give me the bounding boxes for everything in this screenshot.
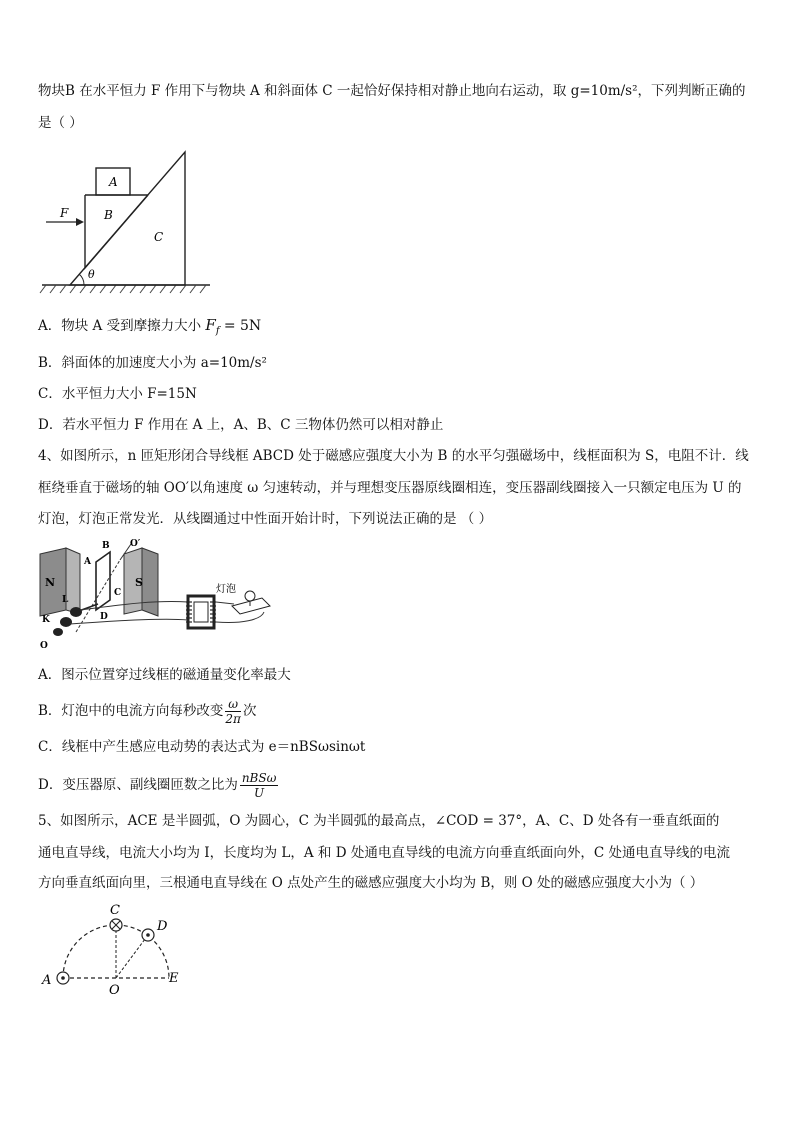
- q5-stem-line3: 方向垂直纸面向里，三根通电直导线在 O 点处产生的磁感应强度大小均为 B，则 O 处的磁感应强度大小为（ ）: [38, 875, 704, 891]
- q4-label-c: C: [114, 588, 122, 598]
- q4-option-b-text: B．灯泡中的电流方向每秒改变: [38, 703, 224, 719]
- q3-stem-line2: 是（ ）: [38, 115, 83, 131]
- q3-label-a: A: [109, 175, 118, 189]
- q4-generator-diagram: [36, 540, 276, 650]
- q4-option-d: [38, 768, 280, 802]
- q4-option-d-fraction: [240, 771, 279, 800]
- q4-label-b: B: [102, 541, 110, 551]
- q5-label-e: E: [169, 971, 179, 986]
- q4-option-b-den: 2π: [225, 712, 241, 726]
- q5-label-a: A: [42, 973, 52, 988]
- q3-option-a-value: = 5N: [223, 318, 262, 334]
- q4-label-k: K: [42, 615, 50, 625]
- q4-option-d-den: U: [254, 786, 265, 800]
- q4-label-a: A: [84, 557, 91, 567]
- q4-stem-line2: 框绕垂直于磁场的轴 OO′以角速度 ω 匀速转动，并与理想变压器原线圈相连，变压器副线圈接入一只额定电压为 U 的: [38, 480, 742, 496]
- q5-semicircle-diagram: [38, 900, 188, 996]
- q3-option-a-text: A．物块 A 受到摩擦力大小: [38, 318, 202, 334]
- q3-label-theta: θ: [88, 268, 95, 281]
- q3-incline-diagram: [40, 150, 210, 300]
- q4-option-b-num: ω: [225, 697, 241, 712]
- q5-stem-line2: 通电直导线，电流大小均为 I，长度均为 L，A 和 D 处通电直导线的电流方向垂直纸面向外，C 处通电直导线的电流: [38, 845, 730, 861]
- q5-label-o: O: [109, 983, 120, 998]
- q4-label-d: D: [100, 612, 108, 622]
- q4-option-b-suffix: 次: [242, 703, 257, 719]
- q4-label-s: S: [135, 576, 143, 589]
- q3-option-a: [38, 316, 261, 341]
- q4-label-oprime: O′: [130, 539, 141, 549]
- q3-option-a-formula: F: [205, 316, 216, 334]
- q3-label-c: C: [154, 230, 164, 244]
- q4-stem-line3: 灯泡，灯泡正常发光．从线圈通过中性面开始计时，下列说法正确的是 （ ）: [38, 511, 493, 527]
- q4-option-a: A．图示位置穿过线框的磁通量变化率最大: [38, 667, 291, 683]
- q3-option-b: B．斜面体的加速度大小为 a=10m/s²: [38, 355, 267, 371]
- q4-option-b-fraction: [225, 697, 241, 726]
- q3-label-f: F: [60, 206, 69, 220]
- q3-option-a-sub: f: [215, 325, 220, 337]
- q4-option-d-num: nBSω: [241, 771, 277, 785]
- q4-label-n: N: [45, 576, 56, 589]
- q4-label-o: O: [40, 641, 48, 651]
- q5-stem-line1: 5、如图所示，ACE 是半圆弧，O 为圆心，C 为半圆弧的最高点，∠COD = 37°，A、C、D 处各有一垂直纸面的: [38, 813, 720, 829]
- q3-option-d: D．若水平恒力 F 作用在 A 上，A、B、C 三物体仍然可以相对静止: [38, 417, 444, 433]
- q3-label-b: B: [104, 208, 113, 222]
- q5-label-d: D: [157, 919, 168, 934]
- q3-stem-line1: 物块B 在水平恒力 F 作用下与物块 A 和斜面体 C 一起恰好保持相对静止地向右运动，取 g=10m/s²，下列判断正确的: [38, 83, 746, 99]
- q4-label-bulb: 灯泡: [216, 584, 236, 595]
- q5-label-c: C: [110, 903, 120, 918]
- q4-option-c: C．线框中产生感应电动势的表达式为 e＝nBSωsinωt: [38, 739, 366, 755]
- q4-option-b: [38, 694, 256, 728]
- q4-label-l: L: [62, 595, 69, 605]
- q3-option-c: C．水平恒力大小 F=15N: [38, 386, 197, 402]
- q4-option-d-text: D．变压器原、副线圈匝数之比为: [38, 777, 238, 793]
- q4-stem-line1: 4、如图所示，n 匝矩形闭合导线框 ABCD 处于磁感应强度大小为 B 的水平匀强磁场中，线框面积为 S，电阻不计．线: [38, 448, 749, 464]
